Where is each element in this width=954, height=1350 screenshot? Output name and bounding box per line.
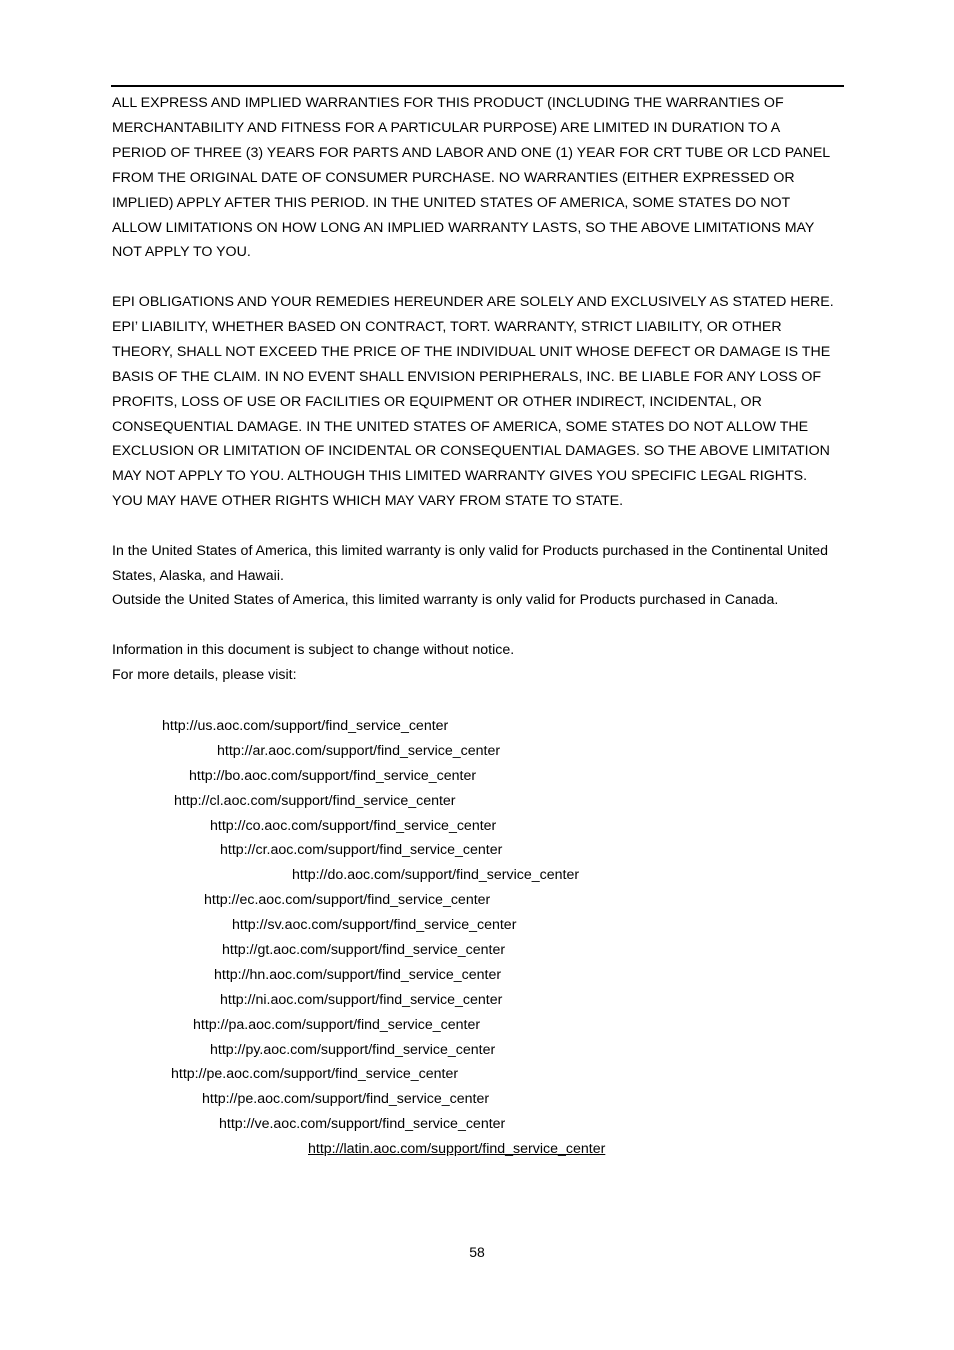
usa-validity-paragraph: In the United States of America, this limited warranty is only valid for Products purchased in the Continental United States, Alaska, and Hawaii. (112, 543, 829, 584)
link-sv-service-center[interactable]: http://sv.aoc.com/support/find_service_center (232, 917, 517, 933)
change-notice-paragraph: Information in this document is subject to change without notice. (112, 642, 515, 658)
link-us-service-center[interactable]: http://us.aoc.com/support/find_service_center (162, 718, 449, 734)
link-pe-service-center[interactable]: http://pe.aoc.com/support/find_service_center (171, 1066, 459, 1082)
link-bo-service-center[interactable]: http://bo.aoc.com/support/find_service_center (189, 768, 477, 784)
link-hn-service-center[interactable]: http://hn.aoc.com/support/find_service_center (214, 967, 502, 983)
link-cr-service-center[interactable]: http://cr.aoc.com/support/find_service_center (220, 842, 503, 858)
outside-usa-paragraph: Outside the United States of America, this limited warranty is only valid for Products purchased in Canada. (112, 592, 779, 608)
link-pe-service-center-2[interactable]: http://pe.aoc.com/support/find_service_center (202, 1091, 490, 1107)
warranty-duration-paragraph: ALL EXPRESS AND IMPLIED WARRANTIES FOR THIS PRODUCT (INCLUDING THE WARRANTIES OF MERCHANTABILITY AND FITNESS FOR A PARTICULAR PURPOSE) ARE LIMITED IN DURATION TO A PERIOD OF THREE (3) YEARS FOR PARTS AND LABOR AND ONE (1) YEAR FOR CRT TUBE OR LCD PANEL FROM THE ORIGINAL DATE OF CONSUMER PURCHASE. NO WARRANTIES (EITHER EXPRESSED OR IMPLIED) APPLY AFTER THIS PERIOD. IN THE UNITED STATES OF AMERICA, SOME STATES DO NOT ALLOW LIMITATIONS ON HOW LONG AN IMPLIED WARRANTY LASTS, SO THE ABOVE LIMITATIONS MAY NOT APPLY TO YOU. (112, 95, 831, 261)
page-number: 58 (469, 1244, 485, 1260)
link-ni-service-center[interactable]: http://ni.aoc.com/support/find_service_center (220, 992, 503, 1008)
obligations-paragraph: EPI OBLIGATIONS AND YOUR REMEDIES HEREUNDER ARE SOLELY AND EXCLUSIVELY AS STATED HERE. EPI’ LIABILITY, WHETHER BASED ON CONTRACT, TORT. WARRANTY, STRICT LIABILITY, OR OTHER THEORY, SHALL NOT EXCEED THE PRICE OF THE INDIVIDUAL UNIT WHOSE DEFECT OR DAMAGE IS THE BASIS OF THE CLAIM. IN NO EVENT SHALL ENVISION PERIPHERALS, INC. BE LIABLE FOR ANY LOSS OF PROFITS, LOSS OF USE OR FACILITIES OR EQUIPMENT OR OTHER INDIRECT, INCIDENTAL, OR CONSEQUENTIAL DAMAGE. IN THE UNITED STATES OF AMERICA, SOME STATES DO NOT ALLOW THE EXCLUSION OR LIMITATION OF INCIDENTAL OR CONSEQUENTIAL DAMAGES. SO THE ABOVE LIMITATION MAY NOT APPLY TO YOU. ALTHOUGH THIS LIMITED WARRANTY GIVES YOU SPECIFIC LEGAL RIGHTS. YOU MAY HAVE OTHER RIGHTS WHICH MAY VARY FROM STATE TO STATE. (112, 294, 834, 510)
link-do-service-center[interactable]: http://do.aoc.com/support/find_service_center (292, 867, 580, 883)
link-cl-service-center[interactable]: http://cl.aoc.com/support/find_service_center (174, 793, 456, 809)
link-py-service-center[interactable]: http://py.aoc.com/support/find_service_center (210, 1042, 496, 1058)
link-ar-service-center[interactable]: http://ar.aoc.com/support/find_service_center (217, 743, 501, 759)
link-ec-service-center[interactable]: http://ec.aoc.com/support/find_service_center (204, 892, 491, 908)
header-divider (111, 85, 844, 87)
link-co-service-center[interactable]: http://co.aoc.com/support/find_service_center (210, 818, 497, 834)
link-gt-service-center[interactable]: http://gt.aoc.com/support/find_service_center (222, 942, 506, 958)
link-latin-service-center[interactable]: http://latin.aoc.com/support/find_service_center (308, 1141, 606, 1157)
link-ve-service-center[interactable]: http://ve.aoc.com/support/find_service_center (219, 1116, 506, 1132)
more-details-paragraph: For more details, please visit: (112, 667, 297, 683)
link-pa-service-center[interactable]: http://pa.aoc.com/support/find_service_center (193, 1017, 481, 1033)
